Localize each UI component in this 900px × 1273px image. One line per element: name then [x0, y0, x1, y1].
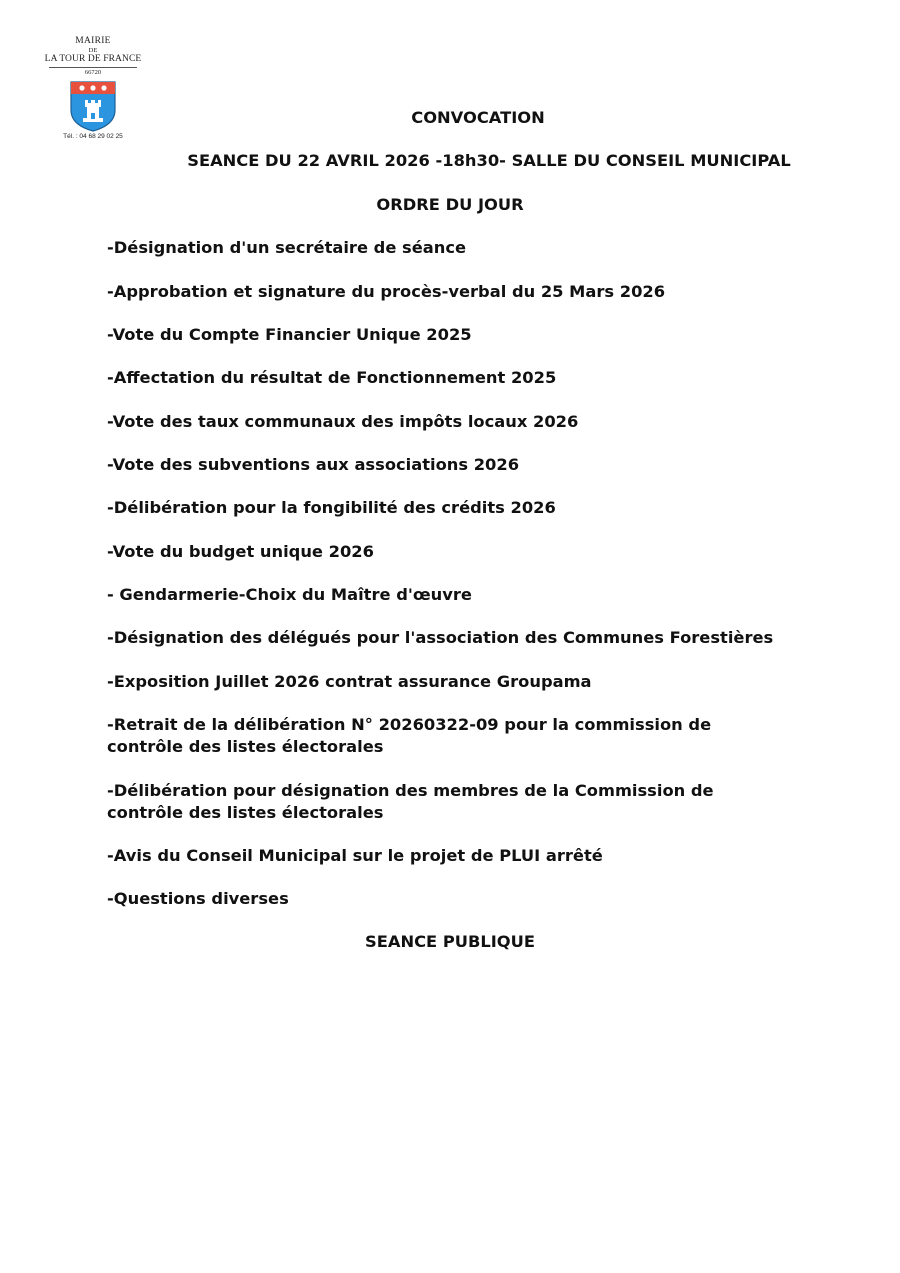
agenda-item: -Questions diverses — [107, 889, 289, 908]
agenda-item: -Affectation du résultat de Fonctionnement 2025 — [107, 368, 557, 387]
public-session-notice: SEANCE PUBLIQUE — [365, 932, 535, 951]
agenda-item: -Avis du Conseil Municipal sur le projet de PLUI arrêté — [107, 846, 603, 865]
crest-roundel — [90, 85, 95, 90]
agenda-item: -Exposition Juillet 2026 contrat assurance Groupama — [107, 672, 592, 691]
agenda-item: -Vote des subventions aux associations 2026 — [107, 455, 520, 474]
letterhead-rule — [49, 67, 137, 68]
letterhead-town: LA TOUR DE FRANCE — [44, 54, 142, 65]
agenda-item: -Désignation d'un secrétaire de séance — [107, 238, 467, 257]
document-title: CONVOCATION — [411, 108, 545, 127]
agenda-item: -Vote des taux communaux des impôts locaux 2026 — [107, 412, 579, 431]
agenda-item: -Approbation et signature du procès-verbal du 25 Mars 2026 — [107, 282, 666, 301]
agenda-item: -Retrait de la délibération N° 20260322-09 pour la commission de contrôle des listes électorales — [107, 715, 712, 756]
crest-roundel — [101, 85, 106, 90]
letterhead-de: DE — [88, 46, 98, 54]
agenda-item: - Gendarmerie-Choix du Maître d'œuvre — [107, 585, 472, 604]
agenda-item: -Délibération pour désignation des membres de la Commission de contrôle des listes électorales — [107, 781, 714, 822]
letterhead-postcode: 66720 — [84, 69, 102, 77]
crest-roundel — [79, 85, 84, 90]
session-line: SEANCE DU 22 AVRIL 2026 -18h30- SALLE DU CONSEIL MUNICIPAL — [187, 151, 791, 170]
letterhead-phone: Tél. : 04 68 29 02 25 — [63, 132, 123, 140]
agenda-item: -Vote du Compte Financier Unique 2025 — [107, 325, 472, 344]
letterhead-mairie: MAIRIE — [75, 36, 111, 46]
agenda-item: -Délibération pour la fongibilité des crédits 2026 — [107, 498, 556, 517]
agenda-heading: ORDRE DU JOUR — [376, 195, 524, 214]
agenda-item: -Vote du budget unique 2026 — [107, 542, 374, 561]
agenda-item: -Désignation des délégués pour l'association des Communes Forestières — [107, 628, 774, 647]
